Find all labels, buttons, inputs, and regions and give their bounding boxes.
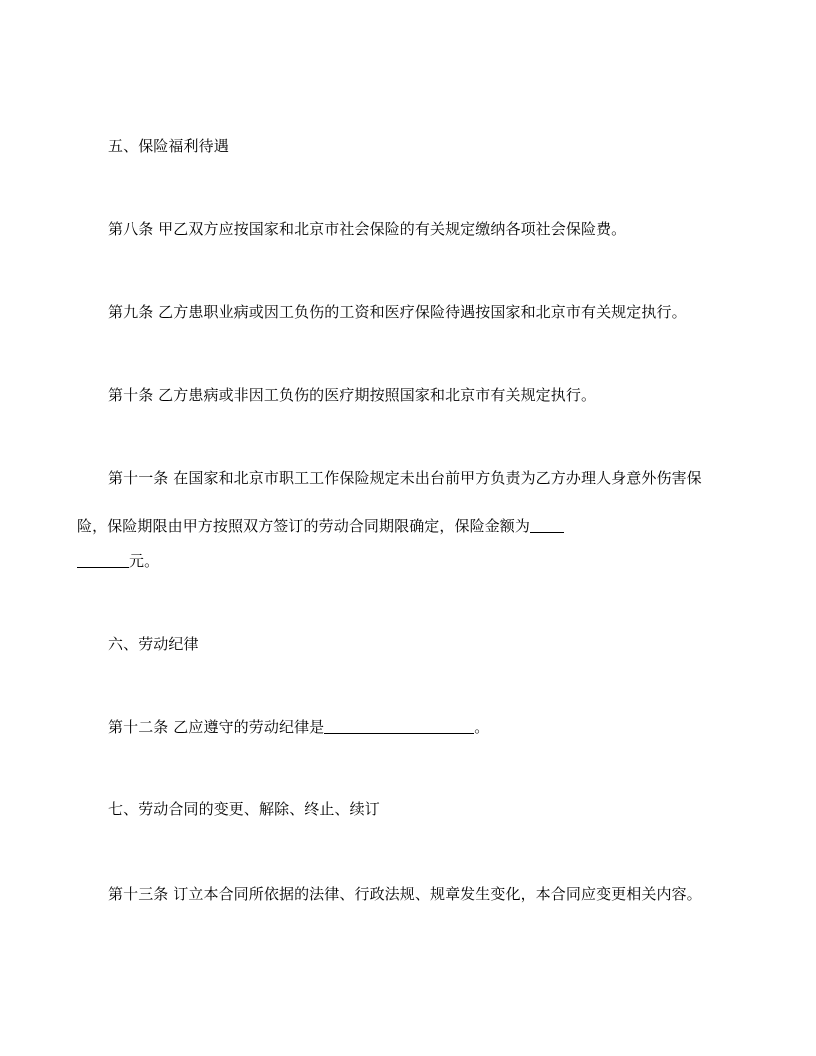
article-9: 第九条 乙方患职业病或因工负伤的工资和医疗保险待遇按国家和北京市有关规定执行。 bbox=[108, 303, 687, 321]
insurance-amount-blank-1 bbox=[530, 517, 564, 533]
insurance-amount-blank-2 bbox=[77, 552, 129, 568]
article-12-text: 第十二条 乙应遵守的劳动纪律是 bbox=[108, 718, 325, 736]
article-8: 第八条 甲乙双方应按国家和北京市社会保险的有关规定缴纳各项社会保险费。 bbox=[108, 220, 627, 238]
article-11-line-2-text: 险，保险期限由甲方按照双方签订的劳动合同期限确定，保险金额为 bbox=[77, 517, 531, 535]
article-11-line-1: 第十一条 在国家和北京市职工工作保险规定未出台前甲方负责为乙方办理人身意外伤害保 bbox=[108, 469, 702, 487]
article-11-line-2 bbox=[77, 516, 564, 536]
article-13: 第十三条 订立本合同所依据的法律、行政法规、规章发生变化，本合同应变更相关内容。 bbox=[108, 885, 702, 903]
article-10: 第十条 乙方患病或非因工负伤的医疗期按照国家和北京市有关规定执行。 bbox=[108, 386, 597, 404]
section-heading-insurance-benefits: 五、保险福利待遇 bbox=[108, 137, 229, 155]
article-12 bbox=[108, 717, 489, 737]
article-11-line-3-text: 元。 bbox=[129, 552, 160, 570]
section-heading-contract-changes: 七、劳动合同的变更、解除、终止、续订 bbox=[108, 800, 380, 818]
article-12-suffix: 。 bbox=[474, 718, 490, 736]
article-11-line-3 bbox=[77, 551, 159, 571]
section-heading-labor-discipline: 六、劳动纪律 bbox=[108, 635, 199, 653]
labor-discipline-blank bbox=[324, 718, 474, 734]
